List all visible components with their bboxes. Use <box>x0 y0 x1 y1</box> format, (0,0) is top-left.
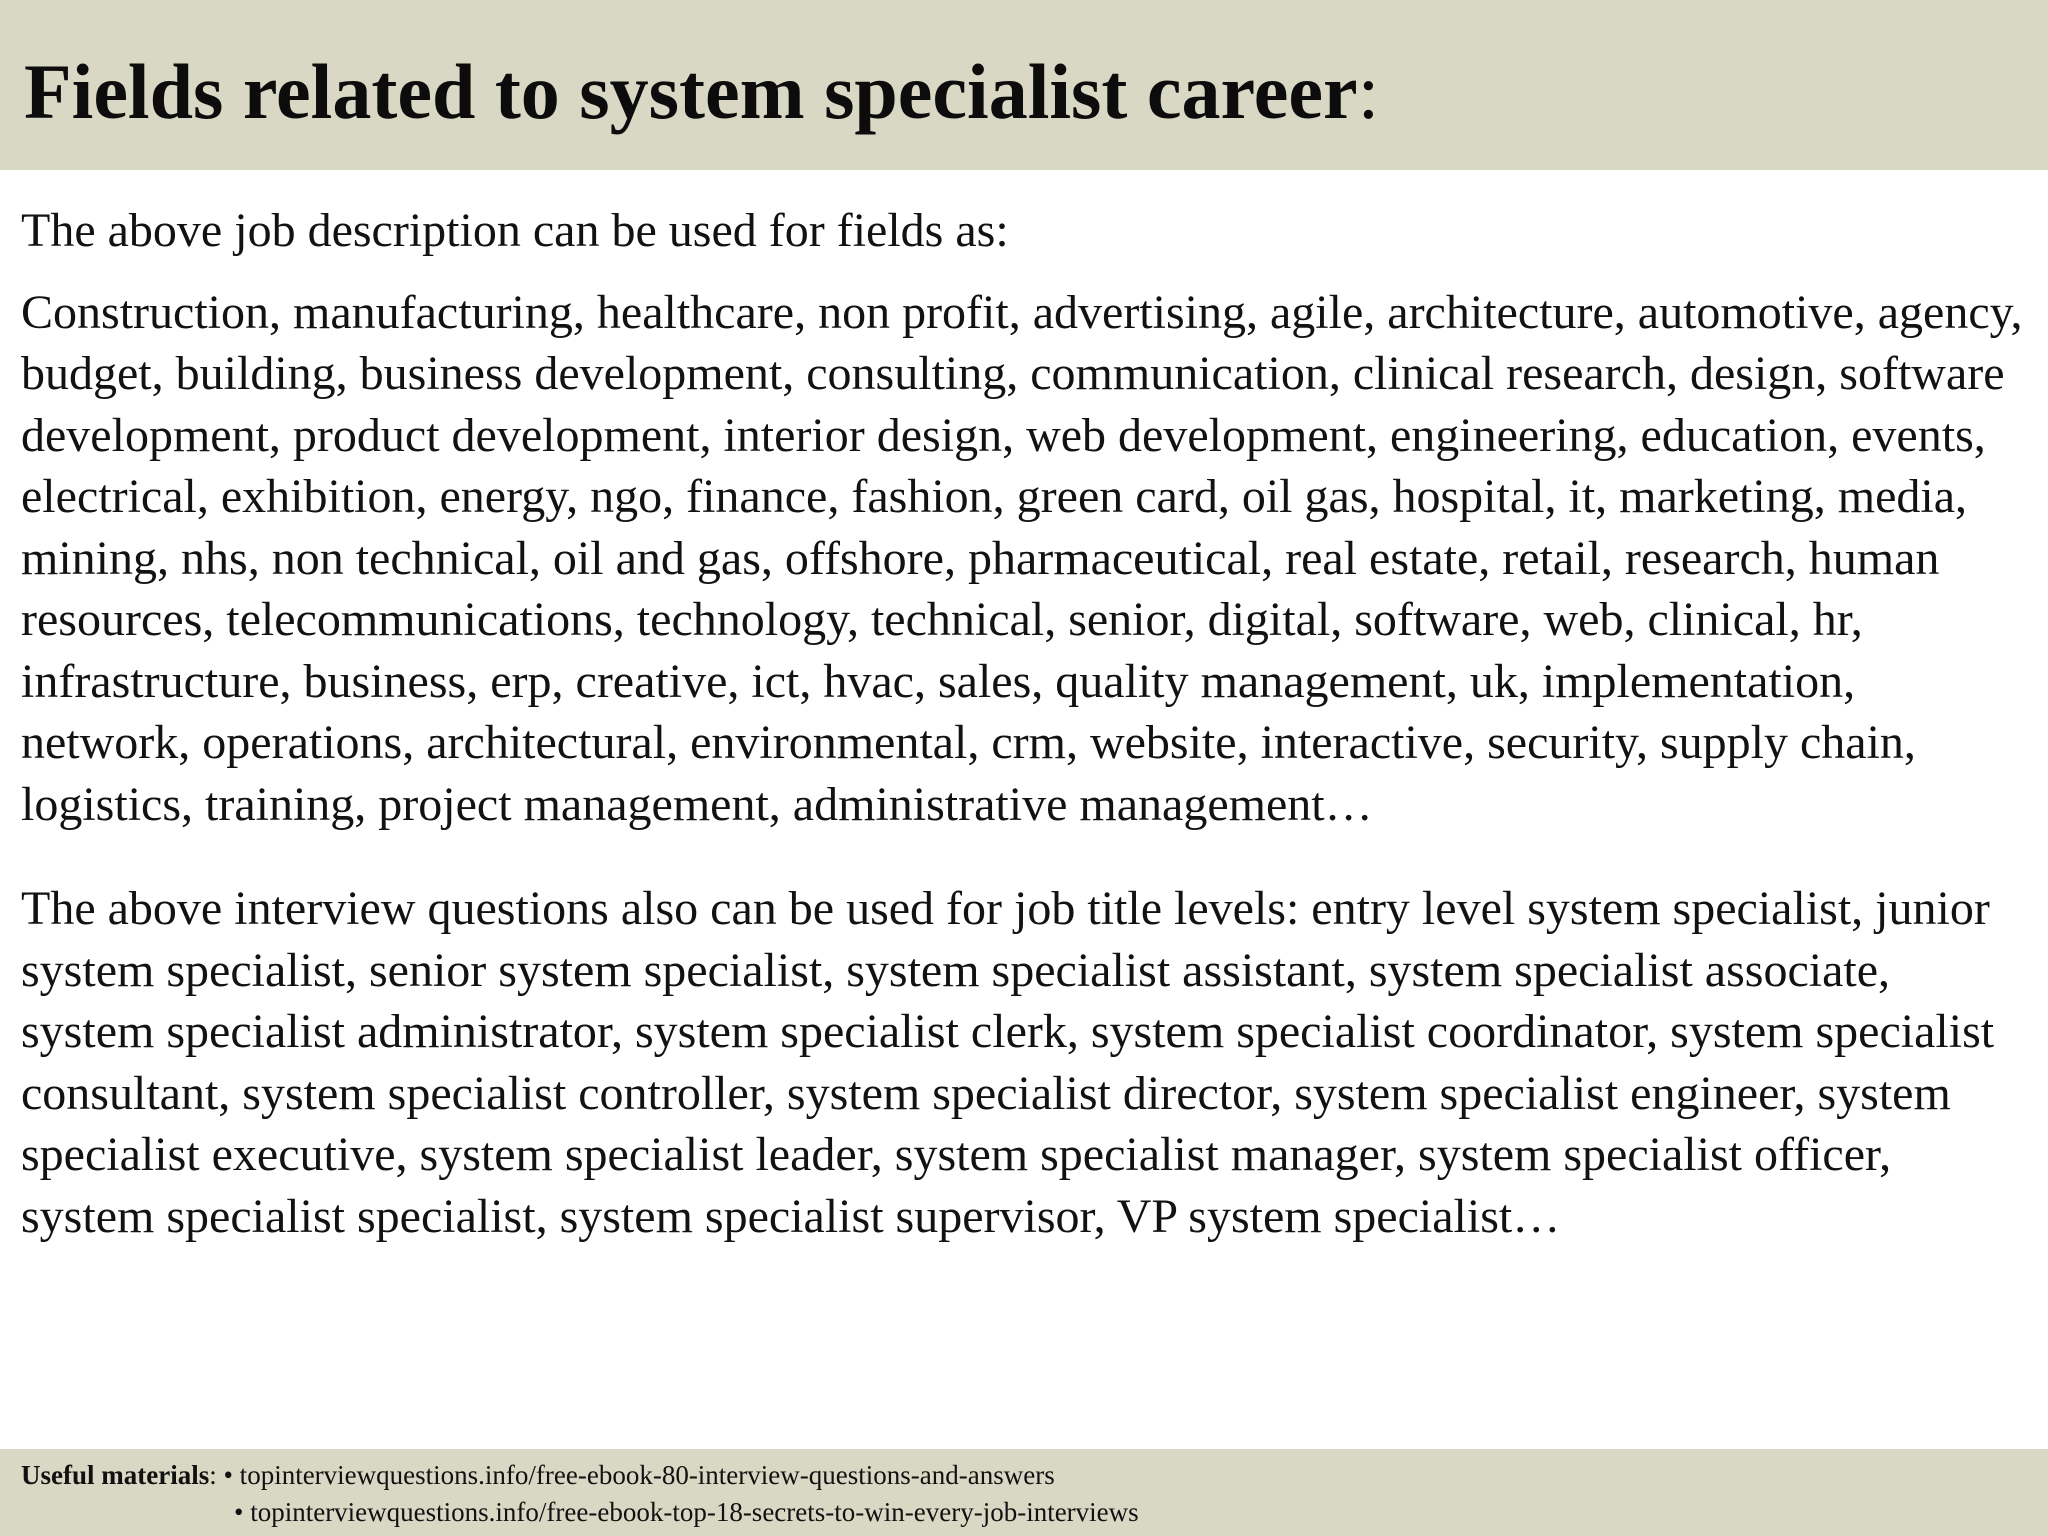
slide-title-text: Fields related to system specialist career <box>24 48 1358 135</box>
intro-paragraph: The above job description can be used for fields as: <box>21 204 1009 257</box>
footer-row-1 <box>21 1457 1139 1494</box>
slide-body <box>21 200 2031 1247</box>
footer-link-1[interactable]: • topinterviewquestions.info/free-ebook-80-interview-questions-and-answers <box>223 1460 1055 1490</box>
useful-materials <box>21 1457 1139 1531</box>
footer-bar <box>0 1449 2048 1536</box>
job-levels-paragraph: The above interview questions also can be used for job title levels: entry level system specialist, junior system specialist, senior system specialist, system specialist assistant, system specialist associate, system specialist administrator, system specialist clerk, system specialist coordinator, system specialist consultant, system specialist controller, system specialist director, system specialist engineer, system specialist executive, system specialist leader, system specialist manager, system specialist officer, system specialist specialist, system specialist supervisor, VP system specialist… <box>21 882 1995 1243</box>
useful-materials-separator: : <box>209 1460 224 1490</box>
footer-row-2 <box>21 1494 1139 1531</box>
fields-paragraph: Construction, manufacturing, healthcare, non profit, advertising, agile, architecture, automotive, agency, budget, building, business development, consulting, communication, clinical research, design, software development, product development, interior design, web development, engineering, education, events, electrical, exhibition, energy, ngo, finance, fashion, green card, oil gas, hospital, it, marketing, media, mining, nhs, non technical, oil and gas, offshore, pharmaceutical, real estate, retail, research, human resources, telecommunications, technology, technical, senior, digital, software, web, clinical, hr, infrastructure, business, erp, creative, ict, hvac, sales, quality management, uk, implementation, network, operations, architectural, environmental, crm, website, interactive, security, supply chain, logistics, training, project management, administrative management… <box>21 285 2023 831</box>
footer-link-2[interactable]: • topinterviewquestions.info/free-ebook-top-18-secrets-to-win-every-job-interviews <box>234 1497 1139 1527</box>
slide-title-colon: : <box>1357 48 1380 135</box>
title-bar <box>0 0 2048 170</box>
slide-title <box>24 44 1379 140</box>
useful-materials-label: Useful materials <box>21 1460 210 1490</box>
